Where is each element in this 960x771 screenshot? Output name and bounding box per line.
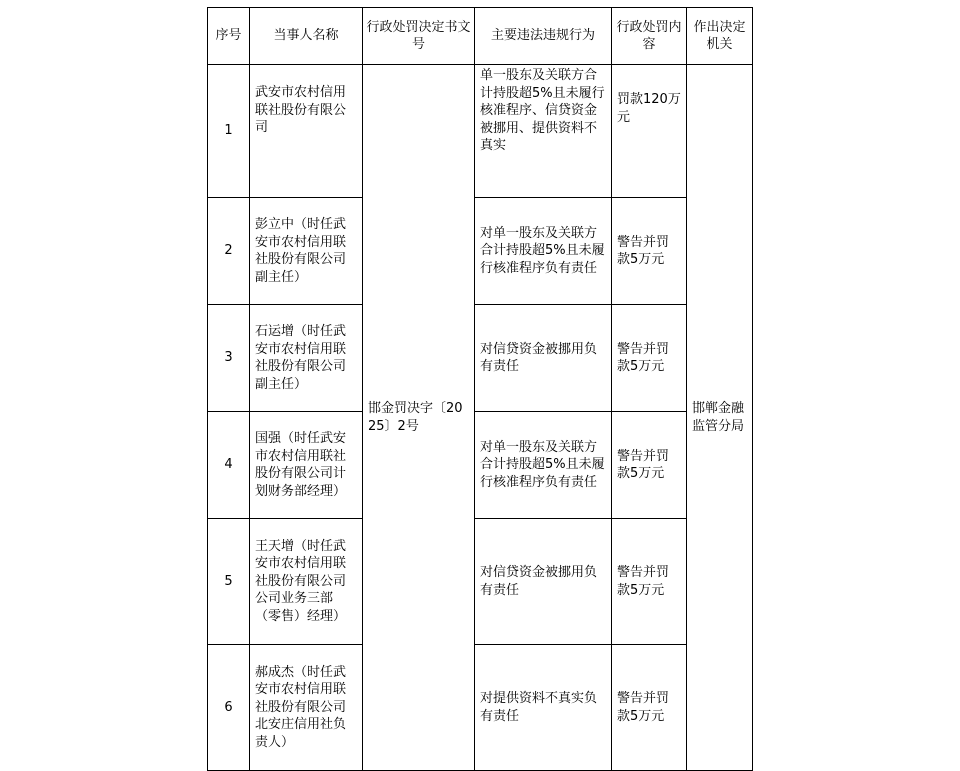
violation-description: 对信贷资金被挪用负有责任: [475, 305, 612, 412]
penalty-content: 警告并罚款5万元: [612, 198, 687, 305]
header-party: 当事人名称: [250, 8, 363, 65]
header-org: 作出决定机关: [687, 8, 753, 65]
header-doc: 行政处罚决定书文号: [363, 8, 475, 65]
row-number: 4: [208, 412, 250, 519]
header-row: [208, 8, 753, 65]
violation-description: 对单一股东及关联方合计持股超5%且未履行核准程序负有责任: [475, 198, 612, 305]
penalty-content: 警告并罚款5万元: [612, 645, 687, 771]
deciding-authority: 邯郸金融监管分局: [687, 65, 753, 771]
penalty-table: [207, 7, 753, 771]
table-row: [208, 519, 753, 645]
decision-doc-number: 邯金罚决字〔2025〕2号: [363, 65, 475, 771]
penalty-content: 罚款120万元: [612, 65, 687, 198]
table-row: [208, 198, 753, 305]
violation-description: 对信贷资金被挪用负有责任: [475, 519, 612, 645]
row-number: 6: [208, 645, 250, 771]
penalty-content: 警告并罚款5万元: [612, 519, 687, 645]
row-number: 3: [208, 305, 250, 412]
party-name: 彭立中（时任武安市农村信用联社股份有限公司副主任）: [250, 198, 363, 305]
header-act: 主要违法违规行为: [475, 8, 612, 65]
row-number: 2: [208, 198, 250, 305]
table-row: [208, 412, 753, 519]
penalty-content: 警告并罚款5万元: [612, 412, 687, 519]
table-row: [208, 305, 753, 412]
table-row: [208, 645, 753, 771]
party-name: 国强（时任武安市农村信用联社股份有限公司计划财务部经理）: [250, 412, 363, 519]
header-no: 序号: [208, 8, 250, 65]
table-row: [208, 65, 753, 198]
violation-description: 单一股东及关联方合计持股超5%且未履行核准程序、信贷资金被挪用、提供资料不真实: [475, 65, 612, 198]
party-name: 郝成杰（时任武安市农村信用联社股份有限公司北安庄信用社负责人）: [250, 645, 363, 771]
party-name: 王天增（时任武安市农村信用联社股份有限公司公司业务三部（零售）经理）: [250, 519, 363, 645]
header-penalty: 行政处罚内容: [612, 8, 687, 65]
row-number: 5: [208, 519, 250, 645]
penalty-content: 警告并罚款5万元: [612, 305, 687, 412]
violation-description: 对单一股东及关联方合计持股超5%且未履行核准程序负有责任: [475, 412, 612, 519]
row-number: 1: [208, 65, 250, 198]
violation-description: 对提供资料不真实负有责任: [475, 645, 612, 771]
party-name: 武安市农村信用联社股份有限公司: [250, 65, 363, 198]
party-name: 石运增（时任武安市农村信用联社股份有限公司副主任）: [250, 305, 363, 412]
